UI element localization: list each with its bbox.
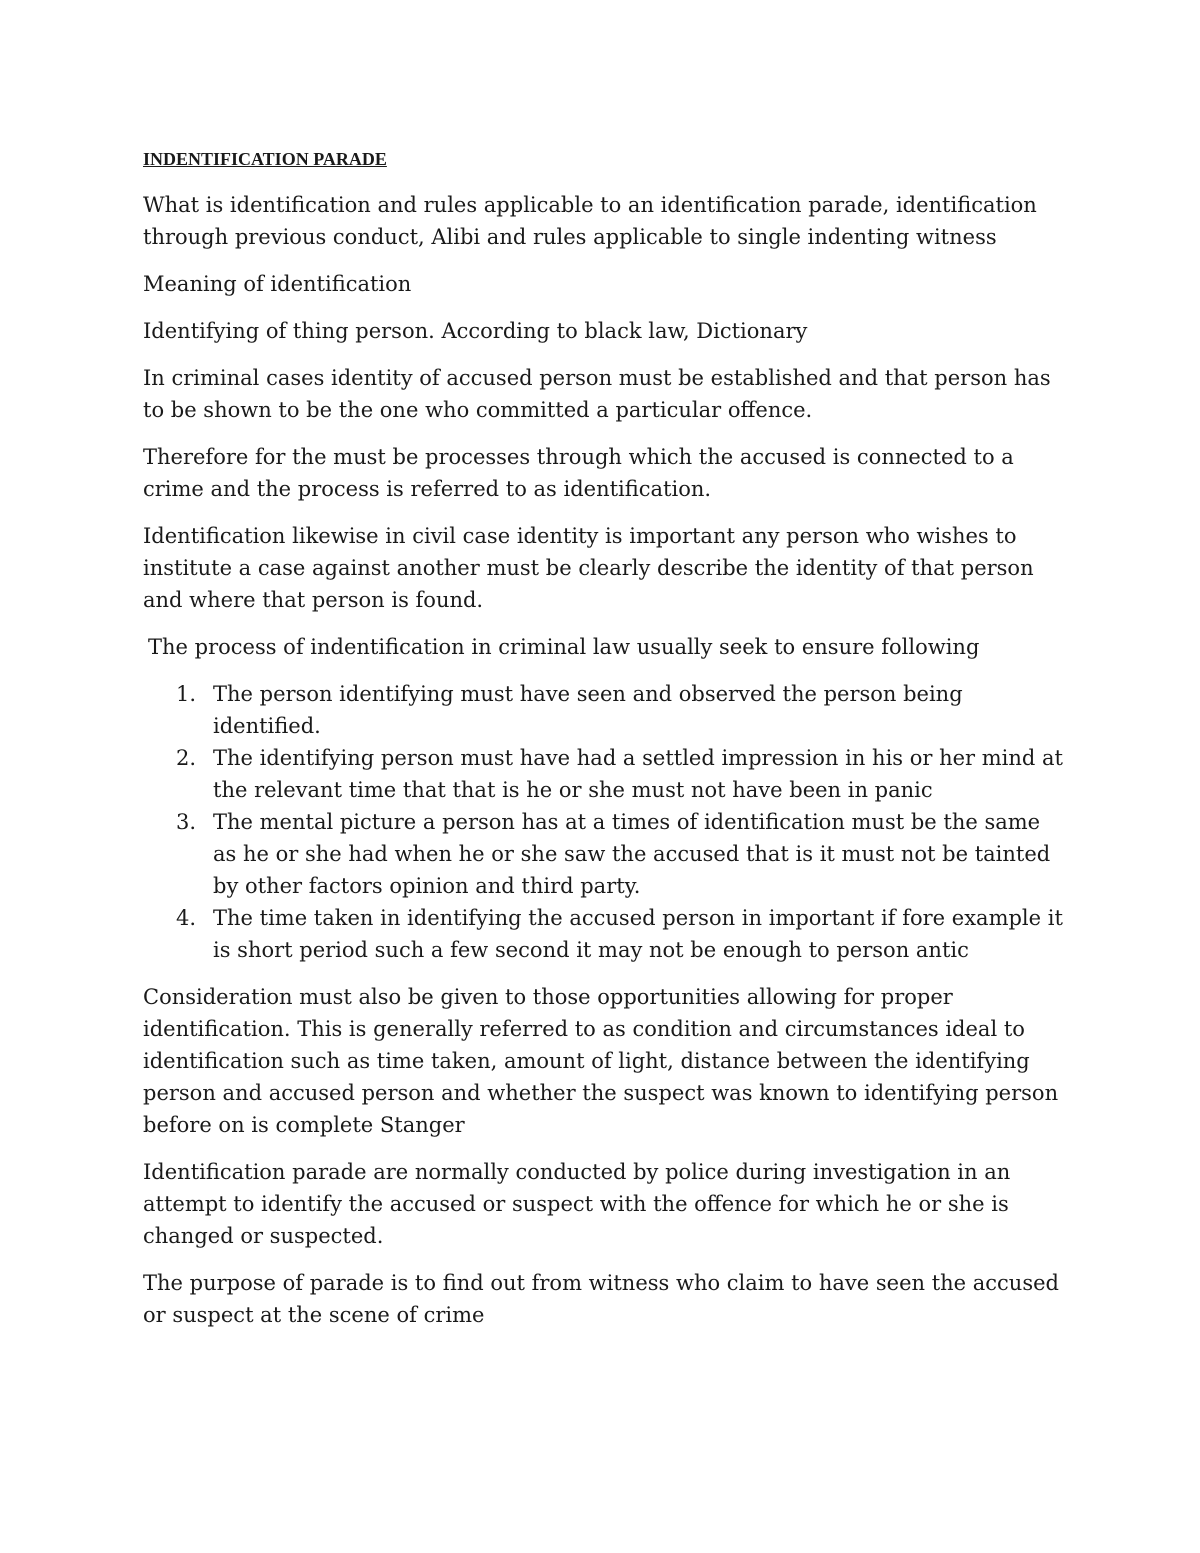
list-item-number: 4. xyxy=(176,906,197,930)
list-item xyxy=(176,678,1068,742)
list-item-number: 2. xyxy=(176,746,197,770)
paragraph-meaning-heading: Meaning of identification xyxy=(143,272,412,296)
list-item-text: The mental picture a person has at a times of identification must be the same as he or she had when he or she saw the accused that is it must not be tainted by other factors opinion and third party. xyxy=(213,810,1051,898)
list-item-text: The time taken in identifying the accused person in important if fore example it is short period such a few second it may not be enough to person antic xyxy=(213,906,1063,962)
paragraph-consideration: Consideration must also be given to those opportunities allowing for proper identification. This is generally referred to as condition and circumstances ideal to identification such as time taken, amount of light, distance between the identifying person and accused person and whether the suspect was known to identifying person before on is complete Stanger xyxy=(143,985,1059,1137)
paragraph-process-intro: The process of indentification in criminal law usually seek to ensure following xyxy=(148,635,980,659)
list-item-number: 3. xyxy=(176,810,197,834)
paragraph-criminal-cases: In criminal cases identity of accused person must be established and that person has to be shown to be the one who committed a particular offence. xyxy=(143,366,1051,422)
document-title: INDENTIFICATION PARADE xyxy=(143,149,387,169)
list-item-text: The identifying person must have had a settled impression in his or her mind at the relevant time that that is he or she must not have been in panic xyxy=(213,746,1063,802)
paragraph-definition: Identifying of thing person. According to black law, Dictionary xyxy=(143,319,808,343)
requirements-list xyxy=(143,678,1068,966)
list-item xyxy=(176,902,1068,966)
list-item-number: 1. xyxy=(176,682,197,706)
paragraph-parade-purpose: The purpose of parade is to find out from witness who claim to have seen the accused or suspect at the scene of crime xyxy=(143,1271,1059,1327)
paragraph-parade-conduct: Identification parade are normally conducted by police during investigation in an attempt to identify the accused or suspect with the offence for which he or she is changed or suspected. xyxy=(143,1160,1011,1248)
paragraph-civil-case: Identification likewise in civil case identity is important any person who wishes to institute a case against another must be clearly describe the identity of that person and where that person is found. xyxy=(143,524,1034,612)
list-item xyxy=(176,742,1068,806)
list-item-text: The person identifying must have seen and observed the person being identified. xyxy=(213,682,963,738)
list-item xyxy=(176,806,1068,902)
paragraph-therefore: Therefore for the must be processes through which the accused is connected to a crime and the process is referred to as identification. xyxy=(143,445,1014,501)
document-body xyxy=(143,142,1068,1346)
paragraph-intro: What is identification and rules applicable to an identification parade, identification through previous conduct, Alibi and rules applicable to single indenting witness xyxy=(143,193,1037,249)
